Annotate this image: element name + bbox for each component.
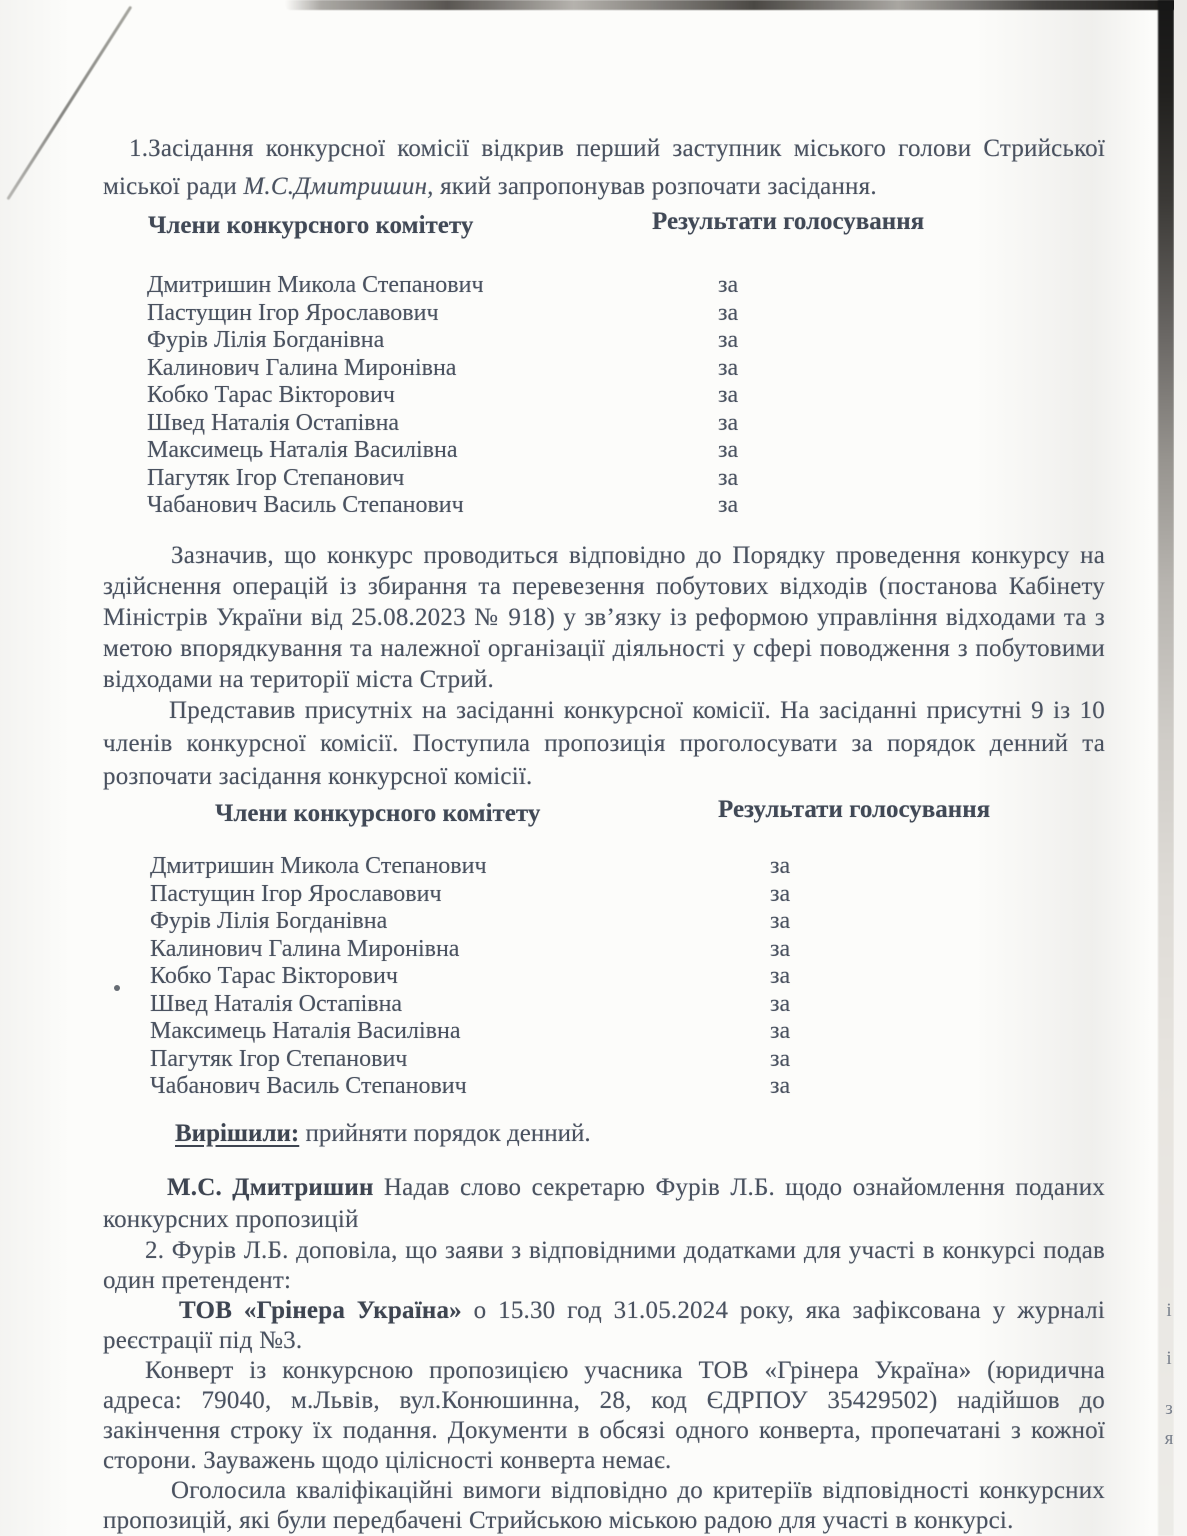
intro-paragraph: [103, 130, 1105, 206]
member-name: Дмитришин Микола Степанович: [150, 853, 487, 879]
vote-value: за: [718, 492, 739, 518]
vote-value: за: [718, 354, 739, 381]
member-name: Максимець Наталія Василівна: [150, 1018, 461, 1044]
vote-value: за: [770, 1018, 791, 1044]
vote-table-2: [103, 853, 1105, 1101]
vote-value: за: [770, 935, 791, 962]
member-name: Фурів Лілія Богданівна: [150, 908, 388, 934]
attendees-paragraph-block: [103, 694, 1105, 793]
results-column-header: Результати голосування: [718, 796, 991, 823]
vote-table-1: [103, 272, 1105, 520]
table-row: [103, 936, 1105, 964]
member-name: Фурів Лілія Богданівна: [147, 327, 385, 353]
member-name: Кобко Тарас Вікторович: [150, 963, 398, 989]
vote-table-2-header: [103, 796, 1105, 828]
member-name: Пастущин Ігор Ярославович: [147, 299, 439, 326]
vote-value: за: [770, 853, 791, 879]
vote-value: за: [718, 437, 739, 463]
vote-value: за: [770, 1045, 791, 1072]
vote-value: за: [718, 409, 739, 436]
speech-paragraph-block: [103, 1172, 1105, 1236]
member-name: Максимець Наталія Василівна: [147, 437, 458, 463]
member-name: Дмитришин Микола Степанович: [147, 272, 484, 298]
table-row: [103, 853, 1105, 881]
official-name-italic: М.С.Дмитришин,: [243, 173, 434, 200]
table-row: [103, 908, 1105, 936]
bleed-through-mark: з: [1165, 1398, 1173, 1419]
intro-paragraph-block: [103, 130, 1105, 206]
speaker-name-bold: М.С. Дмитришин: [167, 1174, 374, 1201]
member-name: Чабанович Василь Степанович: [150, 1073, 467, 1099]
bidder-text: о 15.30 год 31.05.2024 року, яка зафіксована у журналі реєстрації під №3.: [103, 1297, 1105, 1354]
table-row: [103, 300, 1105, 328]
decision-label: Вирішили:: [175, 1120, 300, 1147]
intro-text-before: 1.Засідання конкурсної комісії відкрив перший заступник міського голови Стрийської міської ради: [103, 135, 1105, 200]
table-row: [103, 1073, 1105, 1101]
table-row: [103, 382, 1105, 410]
vote-value: за: [770, 880, 791, 907]
vote-value: за: [770, 963, 791, 989]
table-row: [103, 272, 1105, 300]
table-row: [103, 355, 1105, 383]
vote-value: за: [718, 382, 739, 408]
table-row: [103, 410, 1105, 438]
members-column-header: Члени конкурсного комітету: [148, 212, 474, 239]
member-name: Кобко Тарас Вікторович: [147, 382, 395, 408]
vote-table-1-header: [103, 208, 1105, 240]
bidder-paragraph: [103, 1296, 1105, 1356]
bleed-through-mark: і: [1166, 1300, 1172, 1321]
attendees-paragraph: Представив присутніх на засіданні конкурсної комісії. На засіданні присутні 9 із 10 членів конкурсної комісії. Поступила пропозиція проголосувати за порядок денний та розпочати засідання конкурсної комісії.: [103, 697, 1105, 790]
item2-paragraph: 2. Фурів Л.Б. доповіла, що заяви з відповідними додатками для участі в конкурсі подав один претендент:: [103, 1237, 1105, 1294]
table-row: [103, 991, 1105, 1019]
member-name: Швед Наталія Остапівна: [147, 409, 400, 436]
speech-paragraph: [103, 1172, 1105, 1236]
member-name: Пагутяк Ігор Степанович: [147, 464, 405, 491]
bidder-name-bold: ТОВ «Грінера Україна»: [179, 1297, 462, 1324]
envelope-paragraph: Конверт із конкурсною пропозицією учасника ТОВ «Грінера Україна» (юридична адреса: 79040, м.Львів, вул.Конюшинна, 28, код ЄДРПОУ 35429502) надійшов до закінчення строку їх подання. Документи в обсязі одного конверта, пропечатані з кожної сторони. Зауважень щодо цілісності конверта немає.: [103, 1357, 1105, 1474]
table-row: [103, 1046, 1105, 1074]
bleed-through-mark: я: [1164, 1428, 1174, 1449]
procedure-paragraph: Зазначив, що конкурс проводиться відповідно до Порядку проведення конкурсу на здійснення операцій із збирання та перевезення побутових відходів (постанова Кабінету Міністрів України від 25.08.2023 № 918) у зв’язку із реформою управління відходами та з метою впорядкування та належної організації діяльності у сфері поводження з побутовими відходами на території міста Стрий.: [103, 542, 1105, 693]
table-row: [103, 1018, 1105, 1046]
member-name: Калинович Галина Миронівна: [150, 935, 460, 962]
bottom-paragraphs-block: [103, 1236, 1105, 1536]
table-row: [103, 437, 1105, 465]
member-name: Пагутяк Ігор Степанович: [150, 1045, 408, 1072]
table-row: [103, 327, 1105, 355]
decision-line: [175, 1120, 1105, 1148]
results-column-header: Результати голосування: [652, 208, 925, 235]
vote-value: за: [718, 272, 739, 298]
member-name: Калинович Галина Миронівна: [147, 354, 457, 381]
table-row: [103, 881, 1105, 909]
announcement-paragraph: Оголосила кваліфікаційні вимоги відповідно до критеріїв відповідності конкурсних пропозицій, які були передбачені Стрийською міською радою для участі в конкурсі.: [103, 1477, 1105, 1534]
members-column-header: Члени конкурсного комітету: [215, 800, 541, 827]
table-row: [103, 465, 1105, 493]
member-name: Чабанович Василь Степанович: [147, 492, 464, 518]
vote-value: за: [770, 990, 791, 1017]
table-row: [103, 492, 1105, 520]
document-body: [103, 0, 1105, 1536]
vote-value: за: [770, 1073, 791, 1099]
speech-text: Надав слово секретарю Фурів Л.Б. щодо ознайомлення поданих конкурсних пропозицій: [103, 1174, 1105, 1233]
member-name: Швед Наталія Остапівна: [150, 990, 403, 1017]
vote-value: за: [718, 464, 739, 491]
table-row: [103, 963, 1105, 991]
decision-text: прийняти порядок денний.: [305, 1120, 591, 1147]
bleed-through-mark: і: [1166, 1348, 1172, 1369]
vote-value: за: [718, 299, 739, 326]
intro-text-after: який запропонував розпочати засідання.: [433, 173, 877, 200]
procedure-paragraph-block: [103, 540, 1105, 695]
vote-value: за: [770, 908, 791, 934]
member-name: Пастущин Ігор Ярославович: [150, 880, 442, 907]
vote-value: за: [718, 327, 739, 353]
